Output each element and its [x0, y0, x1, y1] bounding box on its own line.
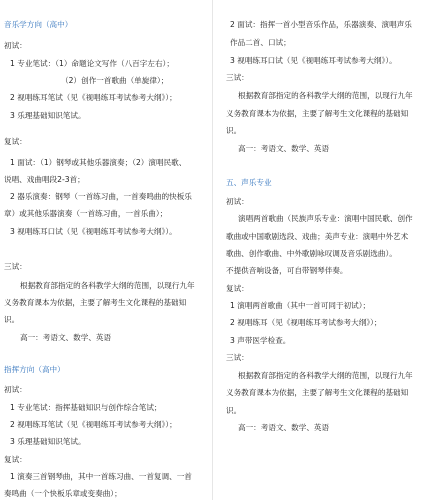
paragraph-line: 识。: [226, 126, 242, 135]
note-equipment: 不提供音响设备，可自带钢琴伴奏。: [226, 266, 348, 275]
item-written-exam-part2: （2）创作一首歌曲（单旋律）；: [61, 76, 169, 85]
item-written-exam: 1 专业笔试：指挥基础知识与创作综合笔试；: [10, 403, 162, 412]
item-theory-written: 3 乐理基础知识笔试。: [10, 111, 86, 120]
stage-label-first-exam: 初试：: [226, 197, 249, 206]
item-interview-cont: 说唱、戏曲唱段2-3首；: [4, 175, 85, 184]
paragraph-line: 根据教育部指定的各科教学大纲的范围，以现行九年: [238, 371, 413, 380]
item-solfege-written: 2 视唱练耳笔试（见《视唱练耳考试参考大纲》）；: [10, 420, 177, 429]
subject-list: 高一：考语文、数学、英语: [20, 333, 112, 342]
stage-label-first-exam: 初试：: [4, 41, 27, 50]
item-instrument: 2 器乐演奏：钢琴（一首练习曲，一首奏鸣曲的快板乐: [10, 192, 192, 201]
stage-label-first-exam: 初试：: [4, 385, 27, 394]
section-heading-vocal: 五、声乐专业: [226, 178, 272, 187]
item-solfege-oral: 3 视唱练耳口试（见《视唱练耳考试参考大纲》）。: [230, 56, 397, 65]
item-piano-cont: 奏鸣曲（一个快板乐章或变奏曲）；: [4, 489, 122, 498]
item-solfege-oral: 3 视唱练耳口试（见《视唱练耳考试参考大纲》）。: [10, 227, 177, 236]
item-interview: 2 面试：指挥一首小型音乐作品，乐器演奏、演唱声乐: [230, 20, 412, 29]
paragraph-line: 义务教育课本为依据，主要了解考生文化课程的基础知: [4, 298, 187, 307]
item-theory-written: 3 乐理基础知识笔试。: [10, 437, 86, 446]
paragraph-line: 识。: [4, 315, 20, 324]
item-piano: 1 演奏三首钢琴曲，其中一首练习曲、一首复调、一首: [10, 472, 192, 481]
left-column: [0, 0, 210, 500]
item-instrument-cont: 章）或其他乐器演奏（一首练习曲，一首乐曲）；: [4, 209, 168, 218]
item-songs-cont: 歌曲或中国歌剧选段、戏曲；美声专业：演唱中外艺术: [226, 232, 409, 241]
stage-label-third-exam: 三试：: [226, 73, 249, 82]
item-written-exam: 1 专业笔试：（1）命题论文写作（八百字左右）；: [10, 59, 174, 68]
item-two-songs: 1 演唱两首歌曲（其中一首可同于初试）；: [230, 301, 371, 310]
stage-label-retest: 复试：: [4, 455, 27, 464]
item-solfege-written: 2 视唱练耳笔试（见《视唱练耳考试参考大纲》）；: [10, 93, 177, 102]
stage-label-retest: 复试：: [226, 284, 249, 293]
right-column: [218, 0, 423, 500]
item-medical-check: 3 声带医学检查。: [230, 336, 291, 345]
stage-label-retest: 复试：: [4, 137, 27, 146]
paragraph-line: 根据教育部指定的各科教学大纲的范围，以现行九年: [20, 281, 195, 290]
item-interview-cont: 作品二首、口试；: [230, 38, 291, 47]
paragraph-line: 义务教育课本为依据，主要了解考生文化课程的基础知: [226, 109, 409, 118]
subject-list: 高一：考语文、数学、英语: [238, 423, 330, 432]
stage-label-third-exam: 三试：: [226, 353, 249, 362]
column-divider: [212, 0, 213, 500]
subject-list: 高一：考语文、数学、英语: [238, 144, 330, 153]
item-interview: 1 面试：（1）钢琴或其他乐器演奏；（2）演唱民歌、: [10, 158, 187, 167]
paragraph-line: 根据教育部指定的各科教学大纲的范围，以现行九年: [238, 91, 413, 100]
item-songs-cont: 歌曲、创作歌曲、中外歌剧咏叹调及音乐剧选曲）。: [226, 249, 397, 258]
item-solfege: 2 视唱练耳（见《视唱练耳考试参考大纲》）；: [230, 318, 382, 327]
section-heading-conducting: 指挥方向（高中）: [4, 365, 65, 374]
paragraph-line: 识。: [226, 406, 242, 415]
stage-label-third-exam: 三试：: [4, 262, 27, 271]
section-heading-musicology: 音乐学方向（高中）: [4, 20, 73, 29]
item-songs: 演唱两首歌曲（民族声乐专业：演唱中国民歌、创作: [238, 214, 413, 223]
paragraph-line: 义务教育课本为依据，主要了解考生文化课程的基础知: [226, 388, 409, 397]
